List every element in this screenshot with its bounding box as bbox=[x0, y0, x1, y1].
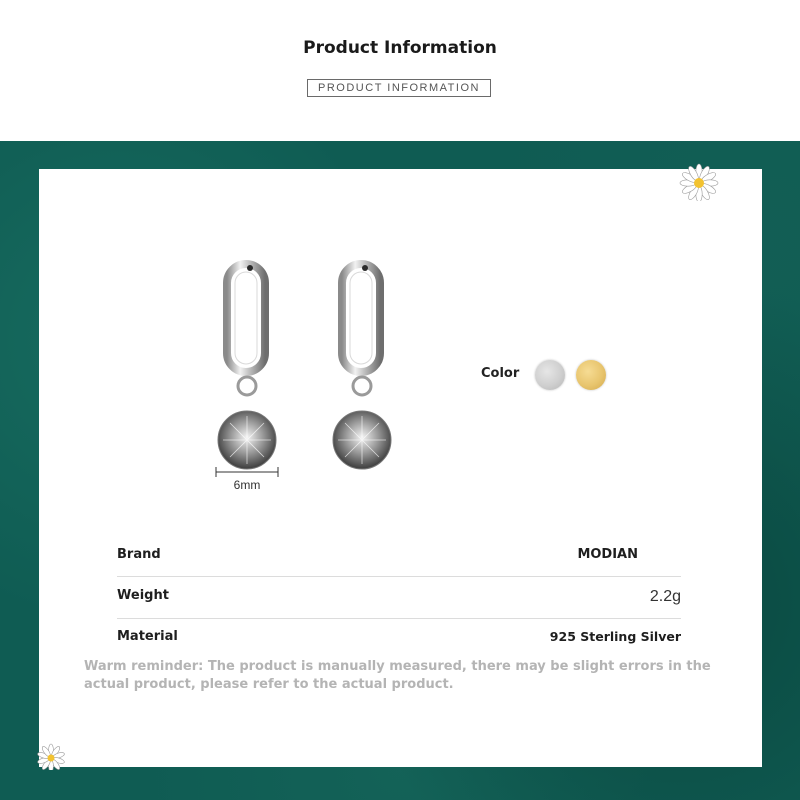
spec-key-brand: Brand bbox=[117, 547, 161, 562]
spec-value-weight: 2.2g bbox=[649, 588, 681, 605]
spec-value-material: 925 Sterling Silver bbox=[549, 629, 681, 644]
earring-pair-icon bbox=[205, 258, 405, 498]
dimension-label: 6mm bbox=[233, 478, 261, 492]
spec-key-weight: Weight bbox=[117, 588, 169, 603]
spec-key-material: Material bbox=[117, 629, 178, 644]
spec-row-weight bbox=[117, 577, 681, 619]
header bbox=[0, 0, 800, 141]
color-label: Color bbox=[481, 366, 520, 381]
color-swatch-silver[interactable] bbox=[535, 360, 565, 390]
warm-reminder: Warm reminder: The product is manually measured, there may be slight errors in the actual product, please refer to the actual product. bbox=[84, 659, 711, 692]
page-subtitle: PRODUCT INFORMATION bbox=[307, 79, 491, 97]
color-swatch-gold[interactable] bbox=[576, 360, 606, 390]
spec-table bbox=[117, 535, 681, 660]
daisy-icon bbox=[33, 738, 69, 770]
spec-value-brand: MODIAN bbox=[577, 547, 638, 562]
daisy-icon bbox=[672, 161, 726, 201]
page-title: Product Information bbox=[303, 38, 497, 58]
